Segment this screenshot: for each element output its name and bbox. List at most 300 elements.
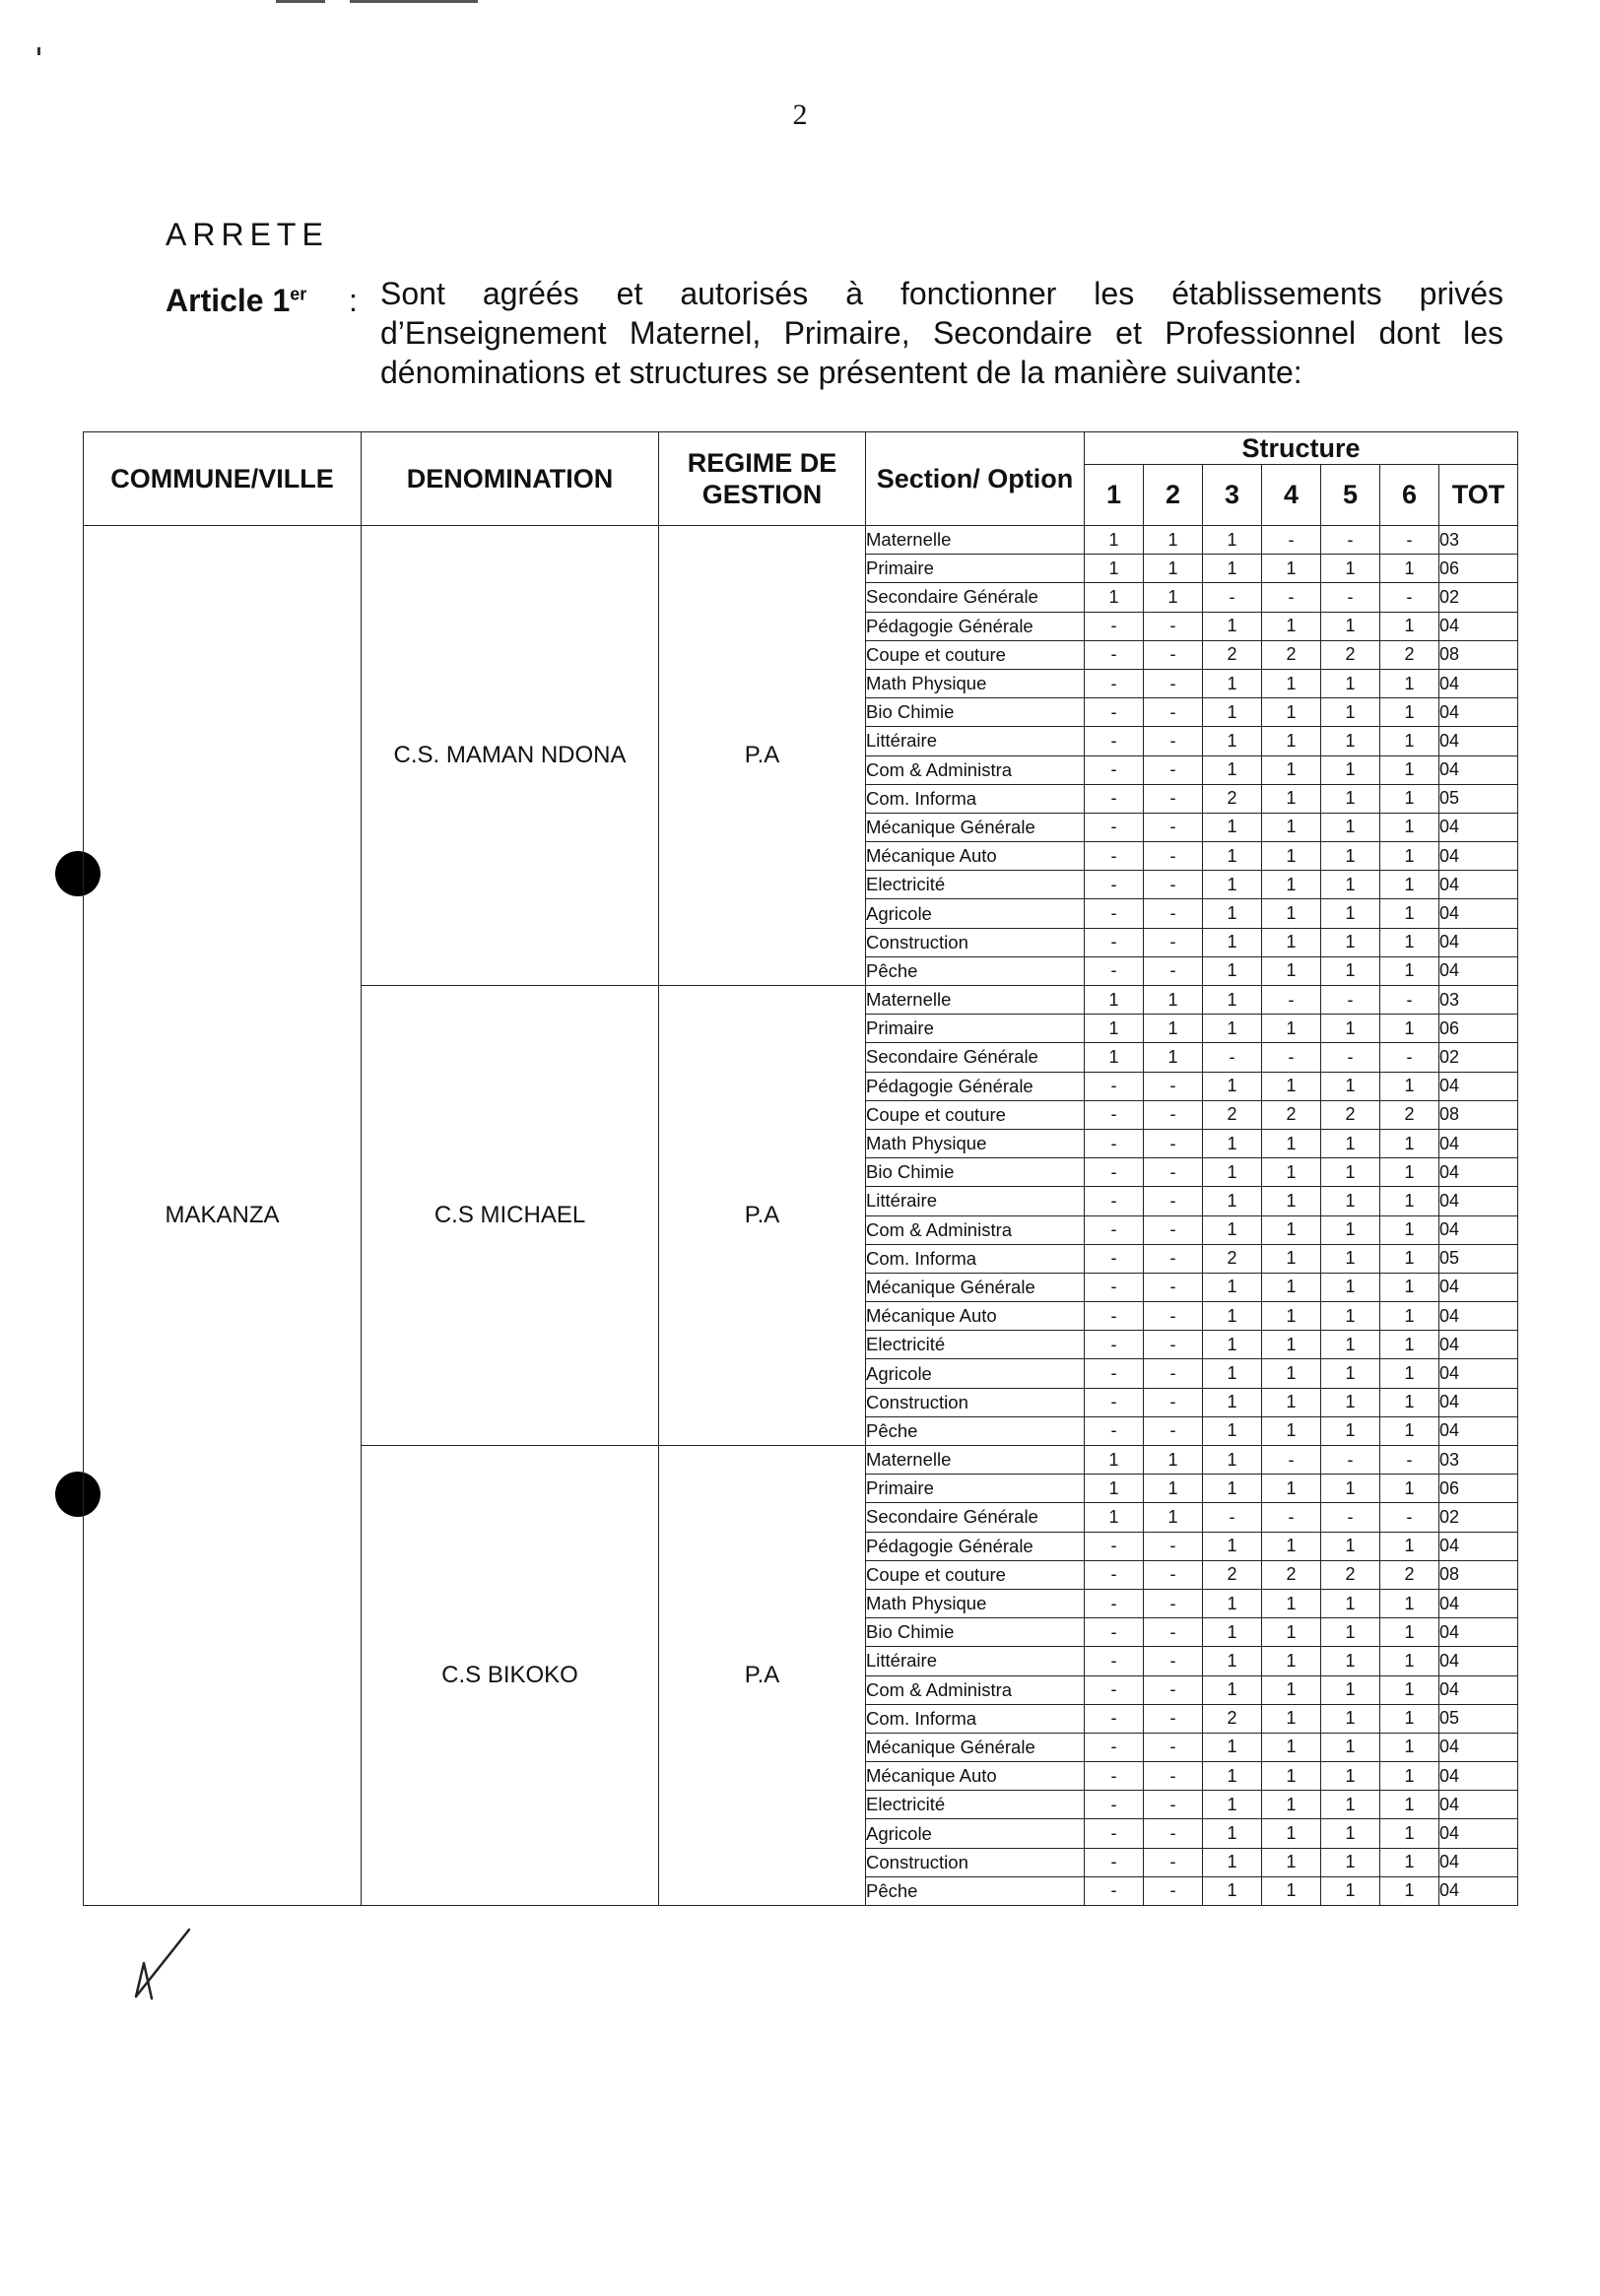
structure-cell: 1 <box>1380 755 1439 784</box>
structure-cell: 1 <box>1321 555 1380 583</box>
structure-cell: - <box>1085 1388 1144 1416</box>
structure-cell: 1 <box>1203 1446 1262 1475</box>
structure-cell: - <box>1144 1647 1203 1675</box>
structure-cell: 1 <box>1380 842 1439 871</box>
total-cell: 05 <box>1439 1244 1518 1273</box>
section-cell: Mécanique Auto <box>866 842 1085 871</box>
structure-cell: 1 <box>1321 813 1380 841</box>
structure-cell: 1 <box>1380 1273 1439 1301</box>
structure-cell: 1 <box>1380 956 1439 985</box>
structure-cell: - <box>1321 986 1380 1015</box>
structure-cell: - <box>1085 1187 1144 1215</box>
structure-cell: 1 <box>1380 1129 1439 1157</box>
header-denomination: DENOMINATION <box>362 432 659 526</box>
section-cell: Primaire <box>866 555 1085 583</box>
structure-cell: 1 <box>1380 1072 1439 1100</box>
structure-cell: - <box>1085 612 1144 640</box>
structure-cell: 1 <box>1262 1072 1321 1100</box>
structure-cell: 1 <box>1203 1302 1262 1331</box>
structure-cell: 2 <box>1321 640 1380 669</box>
structure-cell: 1 <box>1321 1302 1380 1331</box>
structure-cell: - <box>1085 784 1144 813</box>
structure-cell: 1 <box>1085 1503 1144 1532</box>
total-cell: 04 <box>1439 727 1518 755</box>
structure-cell: 1 <box>1203 1589 1262 1617</box>
structure-cell: 1 <box>1144 1043 1203 1072</box>
structure-cell: 1 <box>1321 1647 1380 1675</box>
structure-cell: - <box>1262 1503 1321 1532</box>
structure-cell: - <box>1144 640 1203 669</box>
structure-cell: 1 <box>1380 1589 1439 1617</box>
section-cell: Littéraire <box>866 1647 1085 1675</box>
structure-cell: - <box>1144 871 1203 899</box>
structure-cell: 1 <box>1203 1876 1262 1905</box>
structure-cell: 2 <box>1203 1100 1262 1129</box>
structure-cell: - <box>1203 1503 1262 1532</box>
section-cell: Pêche <box>866 956 1085 985</box>
structure-cell: 1 <box>1262 1129 1321 1157</box>
structure-cell: 2 <box>1380 1100 1439 1129</box>
structure-cell: - <box>1144 784 1203 813</box>
structure-cell: - <box>1144 1158 1203 1187</box>
structure-cell: 1 <box>1380 784 1439 813</box>
structure-cell: 1 <box>1262 1733 1321 1761</box>
total-cell: 04 <box>1439 1129 1518 1157</box>
section-cell: Maternelle <box>866 526 1085 555</box>
section-cell: Math Physique <box>866 669 1085 697</box>
total-cell: 04 <box>1439 1331 1518 1359</box>
structure-cell: - <box>1144 1560 1203 1589</box>
structure-cell: 1 <box>1203 956 1262 985</box>
section-cell: Agricole <box>866 899 1085 928</box>
structure-cell: 1 <box>1203 755 1262 784</box>
total-cell: 04 <box>1439 1416 1518 1445</box>
section-cell: Electricité <box>866 871 1085 899</box>
section-cell: Com & Administra <box>866 1215 1085 1244</box>
structure-cell: 1 <box>1380 1331 1439 1359</box>
section-cell: Mécanique Générale <box>866 1273 1085 1301</box>
structure-cell: 1 <box>1203 1762 1262 1791</box>
structure-cell: - <box>1262 583 1321 612</box>
structure-cell: - <box>1144 1416 1203 1445</box>
structure-cell: 1 <box>1203 1416 1262 1445</box>
structure-cell: 2 <box>1321 1560 1380 1589</box>
structure-cell: 1 <box>1321 1618 1380 1647</box>
structure-cell: - <box>1144 842 1203 871</box>
structure-cell: - <box>1321 583 1380 612</box>
structure-cell: 2 <box>1321 1100 1380 1129</box>
total-cell: 04 <box>1439 1876 1518 1905</box>
structure-cell: - <box>1262 1446 1321 1475</box>
header-col: 3 <box>1203 465 1262 526</box>
structure-cell: 2 <box>1203 1560 1262 1589</box>
structure-cell: 2 <box>1203 784 1262 813</box>
structure-cell: 1 <box>1380 813 1439 841</box>
structure-cell: - <box>1085 1675 1144 1704</box>
structure-cell: 1 <box>1380 1675 1439 1704</box>
structure-cell: 1 <box>1321 784 1380 813</box>
structure-cell: - <box>1144 727 1203 755</box>
total-cell: 03 <box>1439 526 1518 555</box>
structure-cell: 1 <box>1262 1215 1321 1244</box>
structure-cell: - <box>1085 1848 1144 1876</box>
section-cell: Com & Administra <box>866 755 1085 784</box>
structure-cell: 1 <box>1380 1762 1439 1791</box>
structure-cell: - <box>1085 1819 1144 1848</box>
structure-cell: 1 <box>1262 842 1321 871</box>
total-cell: 04 <box>1439 842 1518 871</box>
structure-cell: - <box>1203 1043 1262 1072</box>
structure-cell: - <box>1380 1043 1439 1072</box>
structure-cell: 1 <box>1321 612 1380 640</box>
structure-cell: 1 <box>1321 1331 1380 1359</box>
total-cell: 04 <box>1439 1819 1518 1848</box>
structure-cell: 1 <box>1321 1819 1380 1848</box>
structure-cell: - <box>1085 1215 1144 1244</box>
structure-cell: - <box>1085 1762 1144 1791</box>
structure-cell: - <box>1144 1331 1203 1359</box>
structure-cell: 1 <box>1262 1791 1321 1819</box>
total-cell: 04 <box>1439 1273 1518 1301</box>
structure-cell: - <box>1144 1302 1203 1331</box>
structure-cell: 1 <box>1144 1503 1203 1532</box>
structure-cell: 1 <box>1262 784 1321 813</box>
school-name: C.S. MAMAN NDONA <box>362 526 659 986</box>
structure-cell: 2 <box>1203 640 1262 669</box>
structure-cell: - <box>1144 1187 1203 1215</box>
structure-cell: 1 <box>1144 1475 1203 1503</box>
structure-cell: - <box>1203 583 1262 612</box>
structure-cell: 1 <box>1380 1848 1439 1876</box>
structure-cell: - <box>1262 986 1321 1015</box>
total-cell: 04 <box>1439 1187 1518 1215</box>
section-cell: Math Physique <box>866 1129 1085 1157</box>
structure-cell: 1 <box>1203 1475 1262 1503</box>
structure-cell: 1 <box>1380 1876 1439 1905</box>
structure-cell: 1 <box>1203 612 1262 640</box>
section-cell: Agricole <box>866 1819 1085 1848</box>
structure-cell: - <box>1085 899 1144 928</box>
structure-cell: 1 <box>1203 813 1262 841</box>
structure-cell: - <box>1144 1129 1203 1157</box>
structure-cell: 1 <box>1203 986 1262 1015</box>
total-cell: 04 <box>1439 956 1518 985</box>
section-cell: Com. Informa <box>866 784 1085 813</box>
header-col: TOT <box>1439 465 1518 526</box>
structure-cell: - <box>1085 813 1144 841</box>
section-cell: Construction <box>866 1388 1085 1416</box>
structure-cell: 1 <box>1144 986 1203 1015</box>
structure-cell: - <box>1144 899 1203 928</box>
total-cell: 06 <box>1439 555 1518 583</box>
table-row <box>84 526 1518 555</box>
section-cell: Mécanique Auto <box>866 1762 1085 1791</box>
structure-cell: 2 <box>1203 1244 1262 1273</box>
section-cell: Electricité <box>866 1791 1085 1819</box>
structure-cell: 1 <box>1380 1647 1439 1675</box>
structure-cell: - <box>1144 612 1203 640</box>
scan-mark <box>37 47 40 55</box>
school-name: C.S MICHAEL <box>362 986 659 1446</box>
total-cell: 08 <box>1439 640 1518 669</box>
structure-cell: 1 <box>1380 1187 1439 1215</box>
total-cell: 04 <box>1439 1647 1518 1675</box>
section-cell: Littéraire <box>866 727 1085 755</box>
structure-cell: 1 <box>1321 727 1380 755</box>
structure-cell: 1 <box>1321 1273 1380 1301</box>
total-cell: 04 <box>1439 1589 1518 1617</box>
header-col: 4 <box>1262 465 1321 526</box>
total-cell: 04 <box>1439 1215 1518 1244</box>
structure-cell: 1 <box>1262 1273 1321 1301</box>
scan-mark <box>350 0 478 3</box>
structure-cell: 1 <box>1203 1072 1262 1100</box>
structure-cell: 1 <box>1380 928 1439 956</box>
structure-cell: 1 <box>1380 871 1439 899</box>
structure-cell: 1 <box>1380 727 1439 755</box>
structure-cell: 1 <box>1203 1158 1262 1187</box>
structure-cell: 1 <box>1321 1733 1380 1761</box>
structure-cell: 1 <box>1380 1618 1439 1647</box>
total-cell: 06 <box>1439 1475 1518 1503</box>
school-regime: P.A <box>659 526 866 986</box>
section-cell: Construction <box>866 1848 1085 1876</box>
structure-cell: 1 <box>1321 956 1380 985</box>
structure-cell: - <box>1085 1416 1144 1445</box>
structure-cell: 1 <box>1085 526 1144 555</box>
structure-cell: - <box>1085 1733 1144 1761</box>
total-cell: 05 <box>1439 1704 1518 1733</box>
structure-cell: 1 <box>1380 1819 1439 1848</box>
total-cell: 04 <box>1439 1359 1518 1388</box>
structure-cell: - <box>1085 1072 1144 1100</box>
section-cell: Bio Chimie <box>866 1618 1085 1647</box>
structure-cell: 1 <box>1203 842 1262 871</box>
total-cell: 04 <box>1439 1302 1518 1331</box>
structure-cell: - <box>1085 842 1144 871</box>
structure-cell: 1 <box>1380 1215 1439 1244</box>
total-cell: 08 <box>1439 1560 1518 1589</box>
page-number: 2 <box>792 98 808 131</box>
structure-cell: - <box>1085 669 1144 697</box>
structure-cell: 1 <box>1380 555 1439 583</box>
section-cell: Secondaire Générale <box>866 583 1085 612</box>
structure-cell: - <box>1144 813 1203 841</box>
structure-cell: 1 <box>1085 555 1144 583</box>
total-cell: 02 <box>1439 1503 1518 1532</box>
total-cell: 04 <box>1439 755 1518 784</box>
structure-cell: - <box>1085 1244 1144 1273</box>
structure-cell: 1 <box>1262 956 1321 985</box>
structure-cell: 1 <box>1262 1158 1321 1187</box>
structure-cell: - <box>1144 1791 1203 1819</box>
total-cell: 03 <box>1439 986 1518 1015</box>
structure-cell: 1 <box>1203 1273 1262 1301</box>
structure-cell: 1 <box>1203 1791 1262 1819</box>
structure-cell: - <box>1085 871 1144 899</box>
structure-cell: 1 <box>1321 1215 1380 1244</box>
structure-cell: 1 <box>1321 871 1380 899</box>
structure-cell: 2 <box>1203 1704 1262 1733</box>
structure-cell: - <box>1085 956 1144 985</box>
structure-cell: 1 <box>1262 727 1321 755</box>
structure-cell: - <box>1085 755 1144 784</box>
section-cell: Pêche <box>866 1876 1085 1905</box>
structure-cell: - <box>1321 1503 1380 1532</box>
structure-cell: - <box>1144 1704 1203 1733</box>
section-cell: Maternelle <box>866 986 1085 1015</box>
structure-cell: 1 <box>1203 1129 1262 1157</box>
structure-cell: 1 <box>1262 1244 1321 1273</box>
structure-cell: 1 <box>1262 899 1321 928</box>
section-cell: Bio Chimie <box>866 1158 1085 1187</box>
heading: ARRETE <box>166 217 329 252</box>
structure-cell: - <box>1085 698 1144 727</box>
structure-cell: 1 <box>1203 1215 1262 1244</box>
structure-cell: 1 <box>1262 1589 1321 1617</box>
structure-cell: 1 <box>1203 899 1262 928</box>
total-cell: 04 <box>1439 1158 1518 1187</box>
structure-cell: 1 <box>1262 1532 1321 1560</box>
structure-cell: 1 <box>1262 1618 1321 1647</box>
section-cell: Pêche <box>866 1416 1085 1445</box>
section-cell: Primaire <box>866 1475 1085 1503</box>
structure-cell: - <box>1144 956 1203 985</box>
structure-cell: - <box>1085 1704 1144 1733</box>
structure-cell: - <box>1144 1819 1203 1848</box>
structure-cell: - <box>1144 669 1203 697</box>
section-cell: Mécanique Générale <box>866 813 1085 841</box>
structure-cell: - <box>1085 1589 1144 1617</box>
structure-cell: - <box>1144 1244 1203 1273</box>
structure-cell: - <box>1085 1791 1144 1819</box>
structure-cell: 1 <box>1085 583 1144 612</box>
structure-cell: 1 <box>1085 1446 1144 1475</box>
structure-cell: 1 <box>1380 1532 1439 1560</box>
structure-cell: 1 <box>1321 755 1380 784</box>
structure-cell: - <box>1144 698 1203 727</box>
structure-cell: 1 <box>1262 1475 1321 1503</box>
structure-cell: 1 <box>1144 1015 1203 1043</box>
section-cell: Pédagogie Générale <box>866 1532 1085 1560</box>
total-cell: 04 <box>1439 1791 1518 1819</box>
structure-cell: 1 <box>1321 928 1380 956</box>
structure-cell: 1 <box>1203 555 1262 583</box>
section-cell: Secondaire Générale <box>866 1043 1085 1072</box>
structure-cell: 1 <box>1144 555 1203 583</box>
structure-cell: 1 <box>1380 1244 1439 1273</box>
total-cell: 04 <box>1439 813 1518 841</box>
structure-cell: 1 <box>1203 727 1262 755</box>
structure-cell: 1 <box>1262 698 1321 727</box>
section-cell: Construction <box>866 928 1085 956</box>
structure-cell: 1 <box>1262 1704 1321 1733</box>
structure-cell: 1 <box>1321 1388 1380 1416</box>
article-text: Sont agréés et autorisés à fonctionner les établissements privés d’Enseignement Maternel, Primaire, Secondaire et Professionnel dont les dénominations et structures se présentent de la manière suivante: <box>380 276 1503 390</box>
structure-cell: 1 <box>1203 1733 1262 1761</box>
structure-cell: 1 <box>1203 1388 1262 1416</box>
structure-cell: - <box>1085 1273 1144 1301</box>
structure-cell: 1 <box>1262 928 1321 956</box>
structure-cell: - <box>1085 1158 1144 1187</box>
section-cell: Secondaire Générale <box>866 1503 1085 1532</box>
structure-cell: 1 <box>1380 1302 1439 1331</box>
structure-cell: 2 <box>1380 640 1439 669</box>
section-cell: Maternelle <box>866 1446 1085 1475</box>
structure-cell: 1 <box>1321 1589 1380 1617</box>
structure-cell: - <box>1144 1215 1203 1244</box>
structure-cell: - <box>1380 526 1439 555</box>
section-cell: Mécanique Auto <box>866 1302 1085 1331</box>
structure-cell: 1 <box>1262 1015 1321 1043</box>
total-cell: 04 <box>1439 899 1518 928</box>
section-cell: Electricité <box>866 1331 1085 1359</box>
structure-cell: 1 <box>1321 899 1380 928</box>
structure-cell: - <box>1085 1532 1144 1560</box>
structure-cell: 1 <box>1262 1819 1321 1848</box>
total-cell: 03 <box>1439 1446 1518 1475</box>
section-cell: Mécanique Générale <box>866 1733 1085 1761</box>
structure-cell: 1 <box>1321 1072 1380 1100</box>
structure-cell: - <box>1262 526 1321 555</box>
total-cell: 02 <box>1439 1043 1518 1072</box>
scan-mark <box>276 0 325 3</box>
structure-cell: 1 <box>1262 1388 1321 1416</box>
total-cell: 04 <box>1439 1072 1518 1100</box>
section-cell: Pédagogie Générale <box>866 1072 1085 1100</box>
structure-cell: 1 <box>1085 986 1144 1015</box>
structure-cell: 1 <box>1203 1359 1262 1388</box>
header-col: 1 <box>1085 465 1144 526</box>
structure-cell: - <box>1380 1503 1439 1532</box>
structure-cell: 1 <box>1321 1675 1380 1704</box>
section-cell: Pédagogie Générale <box>866 612 1085 640</box>
structure-cell: 1 <box>1203 1187 1262 1215</box>
structure-cell: 1 <box>1321 1848 1380 1876</box>
structure-cell: - <box>1144 1072 1203 1100</box>
article-colon: : <box>349 283 358 318</box>
structure-cell: 1 <box>1321 1158 1380 1187</box>
structure-cell: 1 <box>1321 1762 1380 1791</box>
structure-cell: - <box>1321 1043 1380 1072</box>
structure-cell: 1 <box>1380 1015 1439 1043</box>
structure-cell: 1 <box>1380 1158 1439 1187</box>
header-col: 6 <box>1380 465 1439 526</box>
structure-cell: - <box>1380 583 1439 612</box>
school-name: C.S BIKOKO <box>362 1446 659 1906</box>
structure-cell: 1 <box>1262 555 1321 583</box>
school-regime: P.A <box>659 1446 866 1906</box>
structure-cell: 1 <box>1262 612 1321 640</box>
school-regime: P.A <box>659 986 866 1446</box>
structure-cell: - <box>1144 1273 1203 1301</box>
structure-cell: 1 <box>1203 928 1262 956</box>
structure-cell: 1 <box>1144 526 1203 555</box>
structure-cell: 1 <box>1321 1532 1380 1560</box>
total-cell: 04 <box>1439 871 1518 899</box>
header-section: Section/ Option <box>866 432 1085 526</box>
structure-cell: - <box>1085 1331 1144 1359</box>
structure-cell: 1 <box>1085 1043 1144 1072</box>
structure-cell: 1 <box>1380 899 1439 928</box>
structure-cell: 1 <box>1203 1331 1262 1359</box>
structure-cell: 1 <box>1262 1187 1321 1215</box>
schools-table <box>83 431 1518 1906</box>
header-col: 2 <box>1144 465 1203 526</box>
structure-cell: - <box>1144 1762 1203 1791</box>
total-cell: 04 <box>1439 1733 1518 1761</box>
total-cell: 04 <box>1439 1618 1518 1647</box>
